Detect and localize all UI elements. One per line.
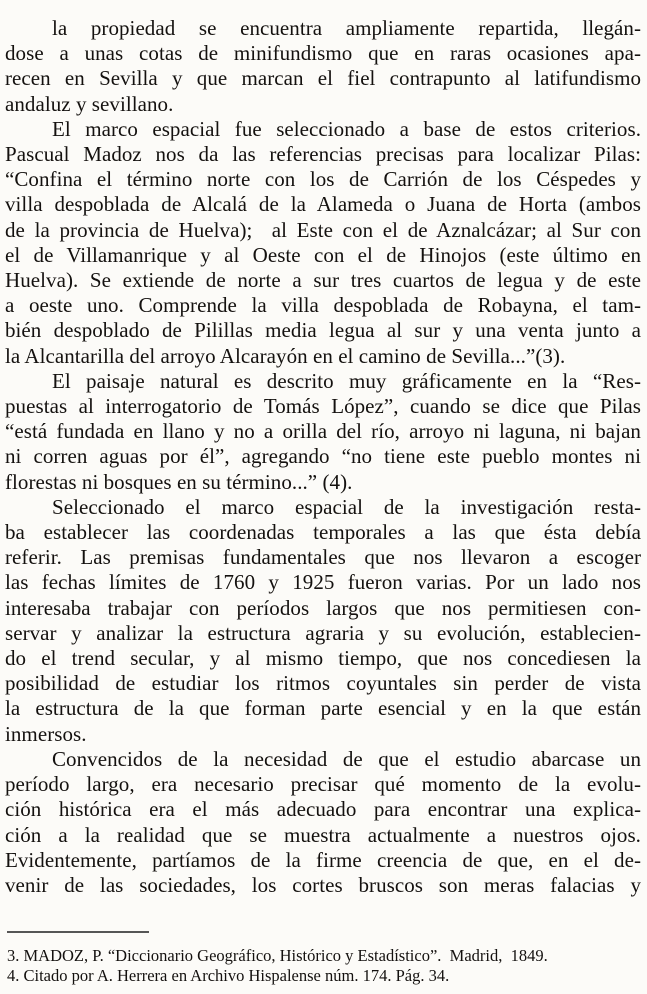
footnote: 4. Citado por A. Herrera en Archivo Hispalense núm. 174. Pág. 34. — [7, 966, 450, 986]
text-line: “está fundada en llano y no a orilla del río, arroyo ni laguna, ni bajan — [5, 419, 641, 444]
text-line: Convencidos de la necesidad de que el estudio abarcase un — [52, 746, 641, 771]
text-line: posibilidad de estudiar los ritmos coyuntales sin perder de vista — [5, 671, 641, 696]
text-line: ción histórica era el más adecuado para encontrar una explica- — [5, 797, 641, 822]
text-line: andaluz y sevillano. — [5, 91, 174, 116]
text-line: recen en Sevilla y que marcan el fiel contrapunto al latifundismo — [5, 66, 641, 91]
text-line: puestas al interrogatorio de Tomás López”, cuando se dice que Pilas — [5, 394, 641, 419]
text-line: venir de las sociedades, los cortes bruscos son meras falacias y — [5, 872, 641, 897]
text-line: ba establecer las coordenadas temporales a las que ésta debía — [5, 520, 641, 545]
text-line: dose a unas cotas de minifundismo que en raras ocasiones apa- — [5, 41, 641, 66]
text-line: Huelva). Se extiende de norte a sur tres cuartos de legua y de este — [5, 268, 641, 293]
text-line: interesaba trabajar con períodos largos que nos permitiesen con- — [5, 595, 641, 620]
text-line: El marco espacial fue seleccionado a base de estos criterios. — [52, 116, 641, 141]
text-line: El paisaje natural es descrito muy gráficamente en la “Res- — [52, 368, 641, 393]
text-line: Pascual Madoz nos da las referencias precisas para localizar Pilas: — [5, 142, 641, 167]
text-line: el de Villamanrique y al Oeste con el de Hinojos (este último en — [5, 242, 641, 267]
text-line: ni corren aguas por él”, agregando “no tiene este pueblo montes ni — [5, 444, 641, 469]
footnote-divider — [7, 931, 149, 933]
text-line: a oeste uno. Comprende la villa despoblada de Robayna, el tam- — [5, 293, 641, 318]
text-line: período largo, era necesario precisar qué momento de la evolu- — [5, 772, 641, 797]
text-line: Seleccionado el marco espacial de la investigación resta- — [52, 494, 641, 519]
text-line: villa despoblada de Alcalá de la Alameda o Juana de Horta (ambos — [5, 192, 641, 217]
text-line: do el trend secular, y al mismo tiempo, que nos concediesen la — [5, 646, 641, 671]
text-line: referir. Las premisas fundamentales que nos llevaron a escoger — [5, 545, 641, 570]
text-line: de la provincia de Huelva); al Este con el de Aznalcázar; al Sur con — [5, 217, 641, 242]
body-text — [5, 16, 641, 898]
text-line: servar y analizar la estructura agraria y su evolución, establecien- — [5, 620, 641, 645]
text-line: florestas ni bosques en su término...” (4). — [5, 469, 353, 494]
text-line: ción a la realidad que se muestra actualmente a nuestros ojos. — [5, 822, 641, 847]
text-line: “Confina el término norte con los de Carrión de los Céspedes y — [5, 167, 641, 192]
text-line: inmersos. — [5, 721, 87, 746]
text-line: la Alcantarilla del arroyo Alcarayón en el camino de Sevilla...”(3). — [5, 343, 566, 368]
text-line: las fechas límites de 1760 y 1925 fueron varias. Por un lado nos — [5, 570, 641, 595]
text-line: la propiedad se encuentra ampliamente repartida, llegán- — [52, 16, 641, 40]
text-line: bién despoblado de Pilillas media legua al sur y una venta junto a — [5, 318, 641, 343]
footnote: 3. MADOZ, P. “Diccionario Geográfico, Histórico y Estadístico”. Madrid, 1849. — [7, 946, 548, 965]
text-line: la estructura de la que forman parte esencial y en la que están — [5, 696, 641, 721]
footnotes — [7, 946, 639, 987]
text-line: Evidentemente, partíamos de la firme creencia de que, en el de- — [5, 847, 641, 872]
